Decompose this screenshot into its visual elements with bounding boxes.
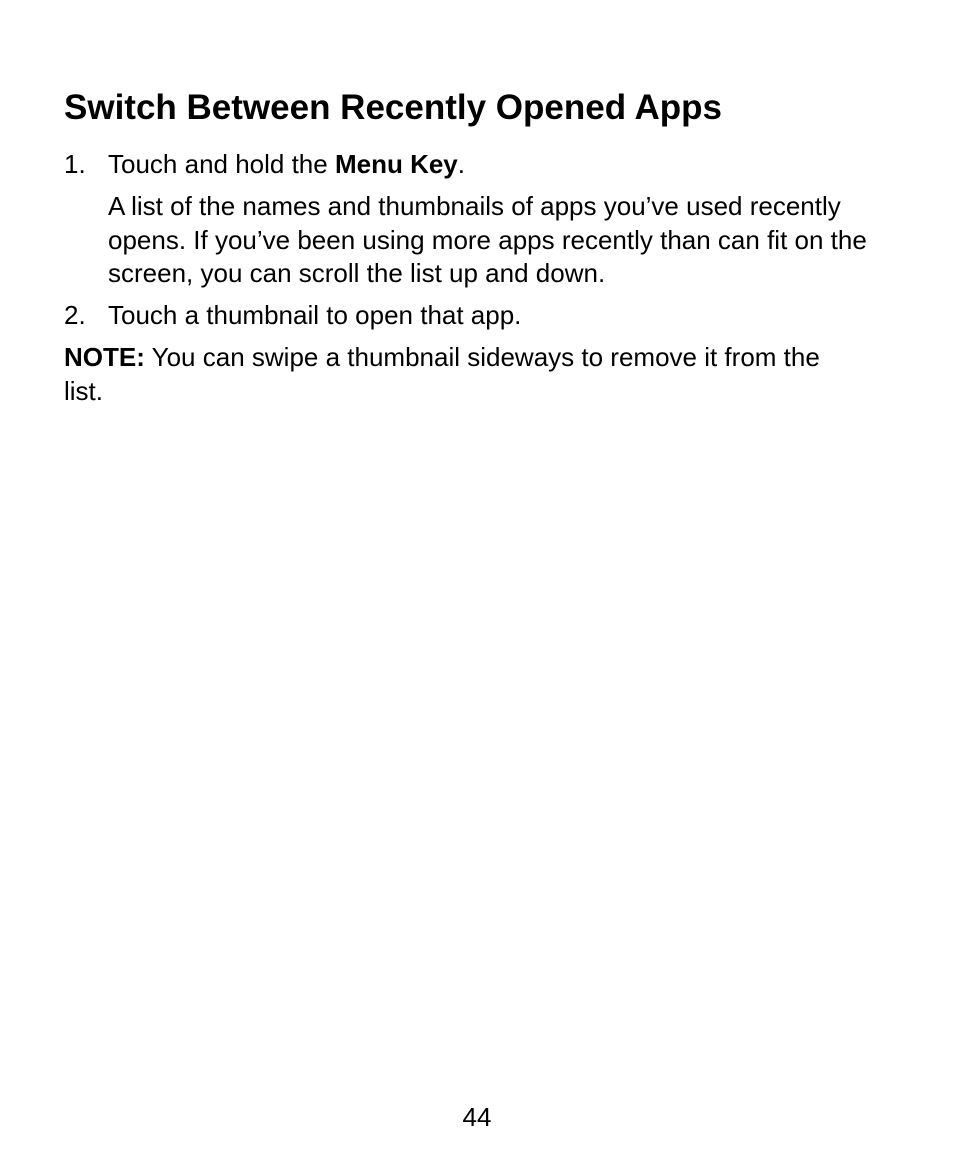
step-1-description: A list of the names and thumbnails of apps you’ve used recently opens. If you’ve been using more apps recently than can fit on the screen, you can scroll the list up and down. (108, 191, 867, 288)
page-number: 44 (462, 1102, 492, 1132)
step-number: 1. (64, 149, 86, 179)
note-text: You can swipe a thumbnail sideways to remove it from the list. (64, 342, 820, 406)
step-number: 2. (64, 300, 86, 330)
step-text (108, 148, 465, 181)
step-text-before: Touch and hold the (108, 149, 335, 179)
menu-key-label: Menu Key (334, 149, 458, 179)
note-label: NOTE: (64, 342, 145, 372)
section-heading: Switch Between Recently Opened Apps (64, 88, 723, 127)
step-text: Touch a thumbnail to open that app. (108, 300, 522, 330)
note (64, 341, 854, 408)
step-text-after: . (457, 149, 466, 179)
